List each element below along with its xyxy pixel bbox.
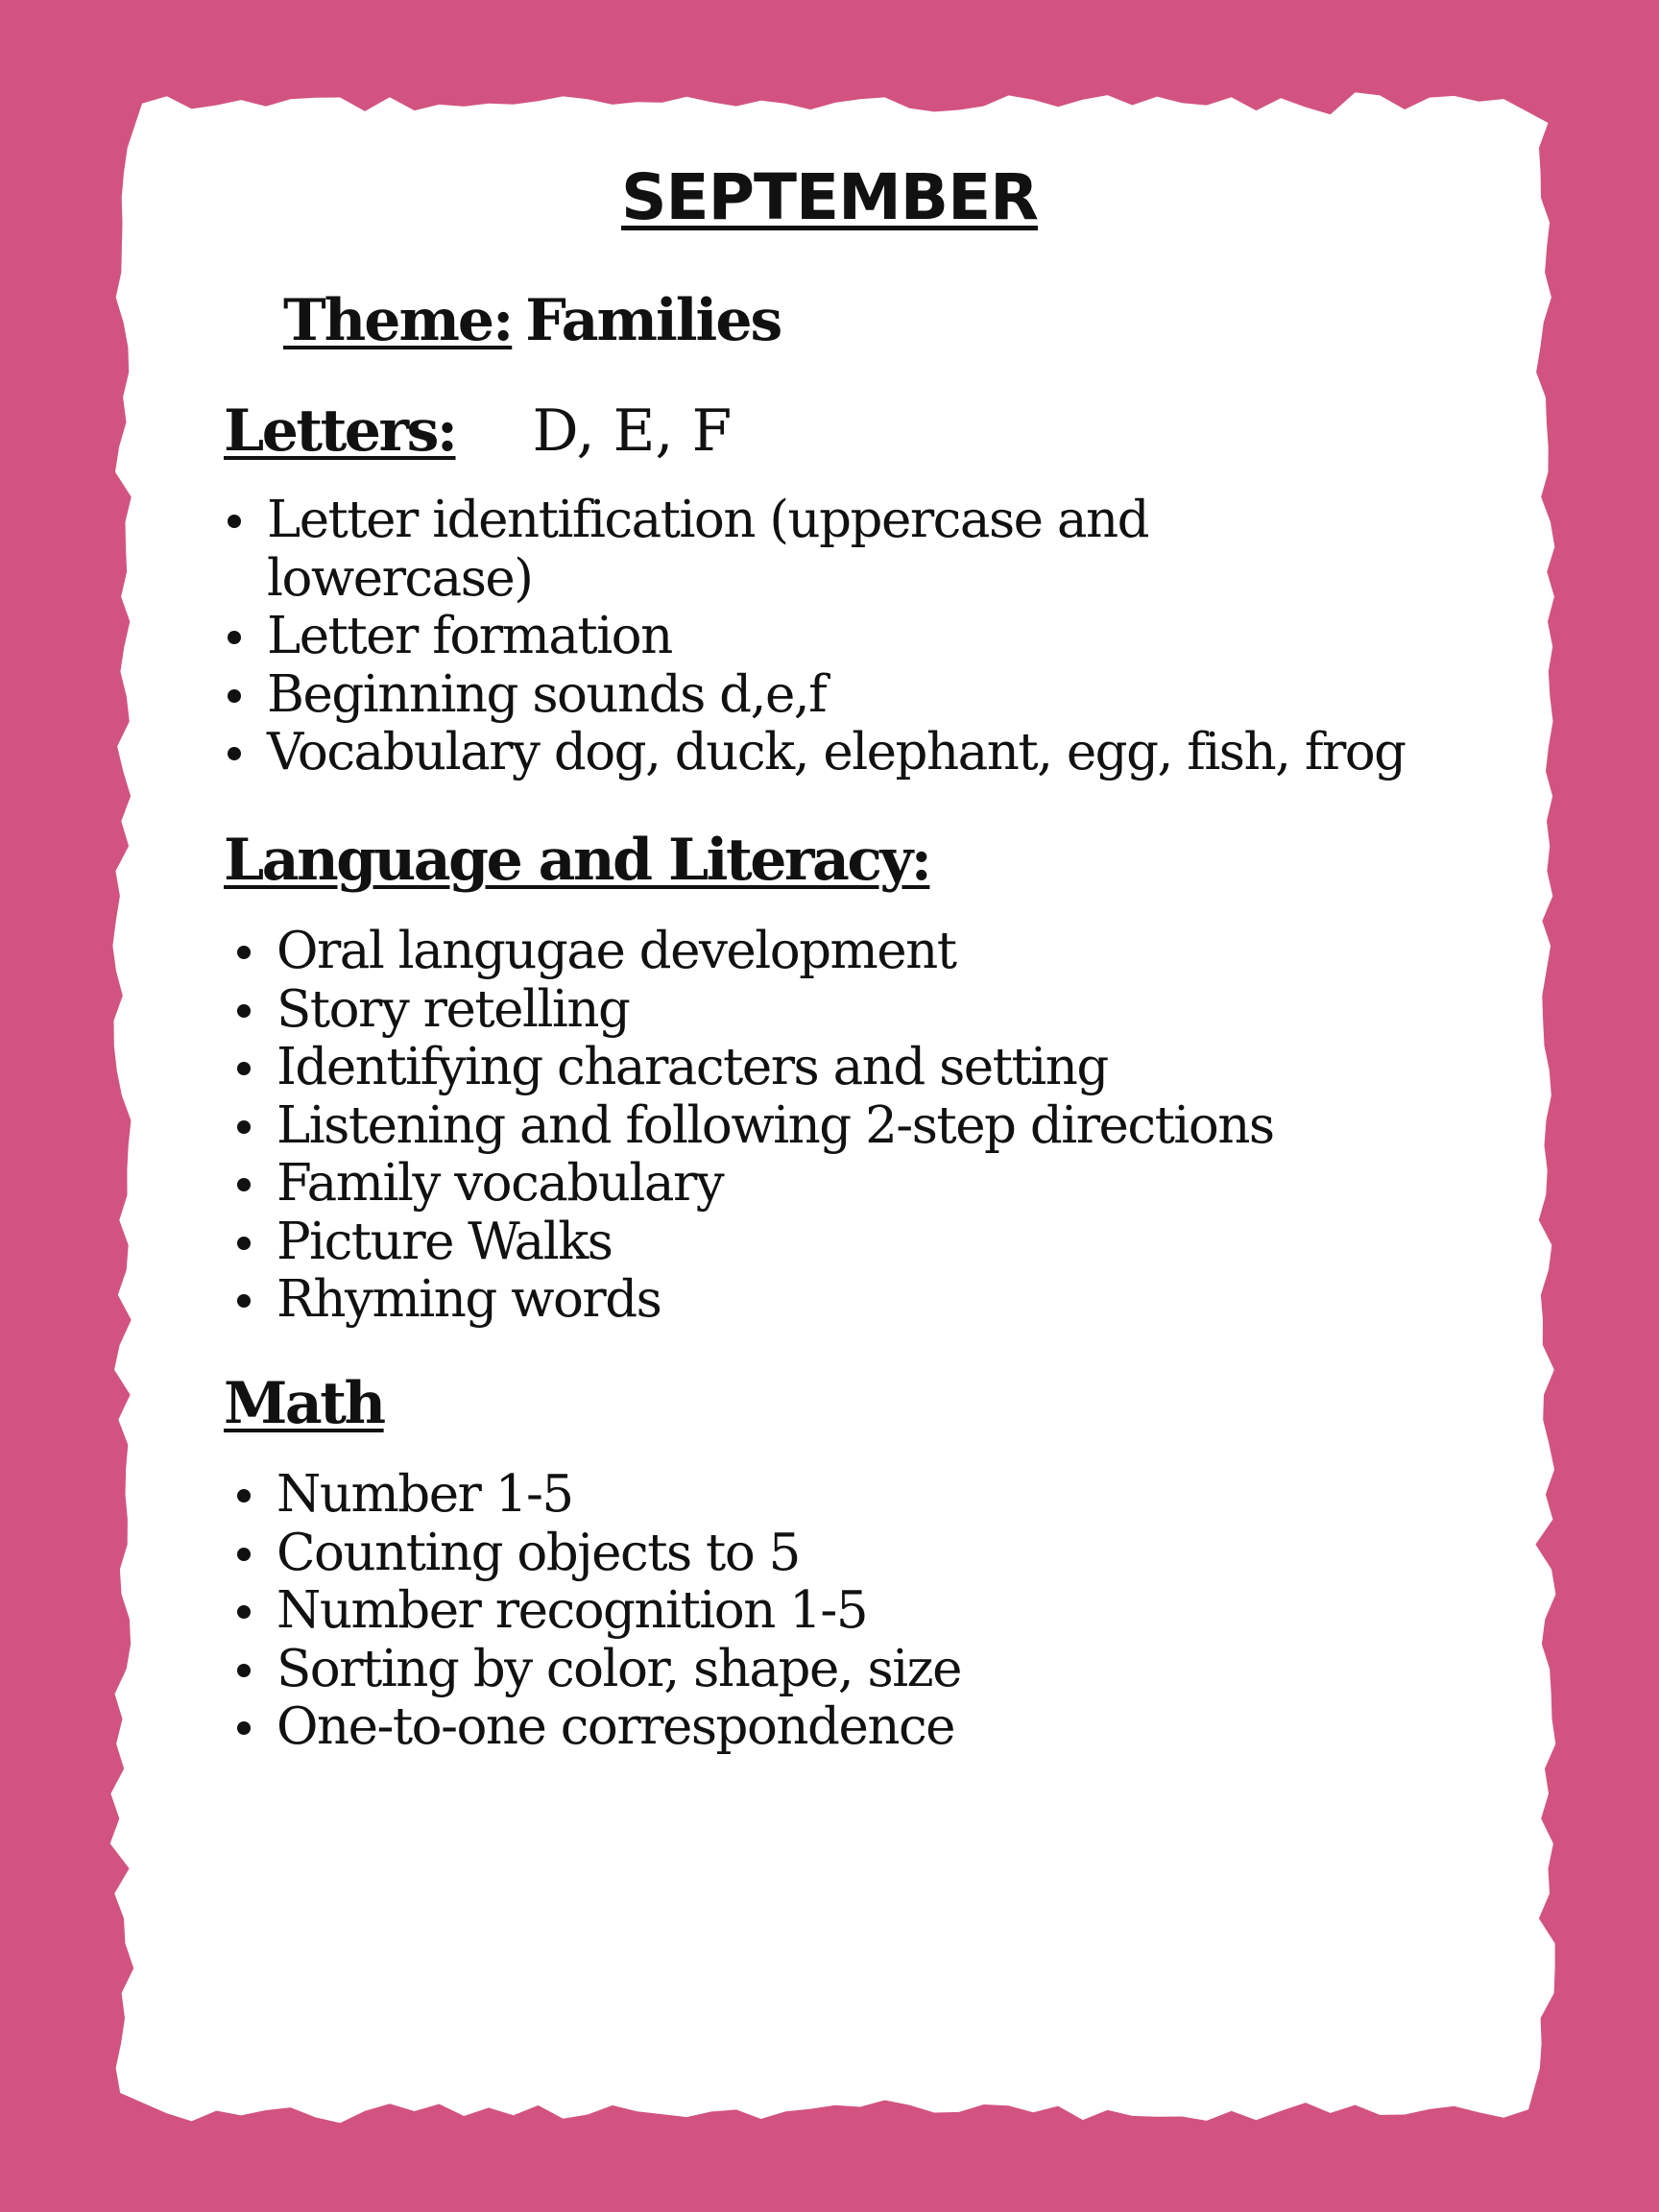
list-item: Story retelling — [233, 981, 1274, 1040]
math-list — [233, 1466, 961, 1757]
theme-value: Families — [525, 287, 781, 354]
list-item: Sorting by color, shape, size — [233, 1641, 961, 1699]
list-item: One-to-one correspondence — [233, 1698, 961, 1757]
language-literacy-heading — [224, 828, 929, 894]
list-item: Vocabulary dog, duck, elephant, egg, fish, frog — [224, 724, 1406, 782]
theme-label: Theme: — [283, 287, 513, 354]
list-item: Letter formation — [224, 608, 1406, 666]
list-item: Letter identification (uppercase and lowercase) — [224, 492, 1256, 608]
math-heading-label: Math — [224, 1370, 384, 1437]
page-title — [0, 161, 1659, 234]
theme-row — [283, 288, 781, 354]
letters-value: D, E, F — [532, 397, 733, 465]
list-item: Oral langugae development — [233, 923, 1274, 981]
list-item: Family vocabulary — [233, 1155, 1274, 1214]
month-title: SEPTEMBER — [621, 160, 1038, 234]
language-literacy-list — [233, 923, 1274, 1330]
list-item: Number 1-5 — [233, 1466, 961, 1525]
list-item: Listening and following 2-step directions — [233, 1097, 1274, 1156]
list-item: Identifying characters and setting — [233, 1039, 1274, 1097]
list-item: Number recognition 1-5 — [233, 1582, 961, 1641]
list-item: Counting objects to 5 — [233, 1525, 961, 1583]
math-heading — [224, 1371, 384, 1437]
list-item: Beginning sounds d,e,f — [224, 666, 1406, 725]
letters-heading — [224, 398, 732, 465]
list-item: Rhyming words — [233, 1271, 1274, 1330]
list-item: Picture Walks — [233, 1214, 1274, 1272]
letters-heading-label: Letters: — [224, 397, 456, 465]
letters-list — [224, 492, 1406, 782]
language-literacy-heading-label: Language and Literacy: — [224, 827, 930, 894]
